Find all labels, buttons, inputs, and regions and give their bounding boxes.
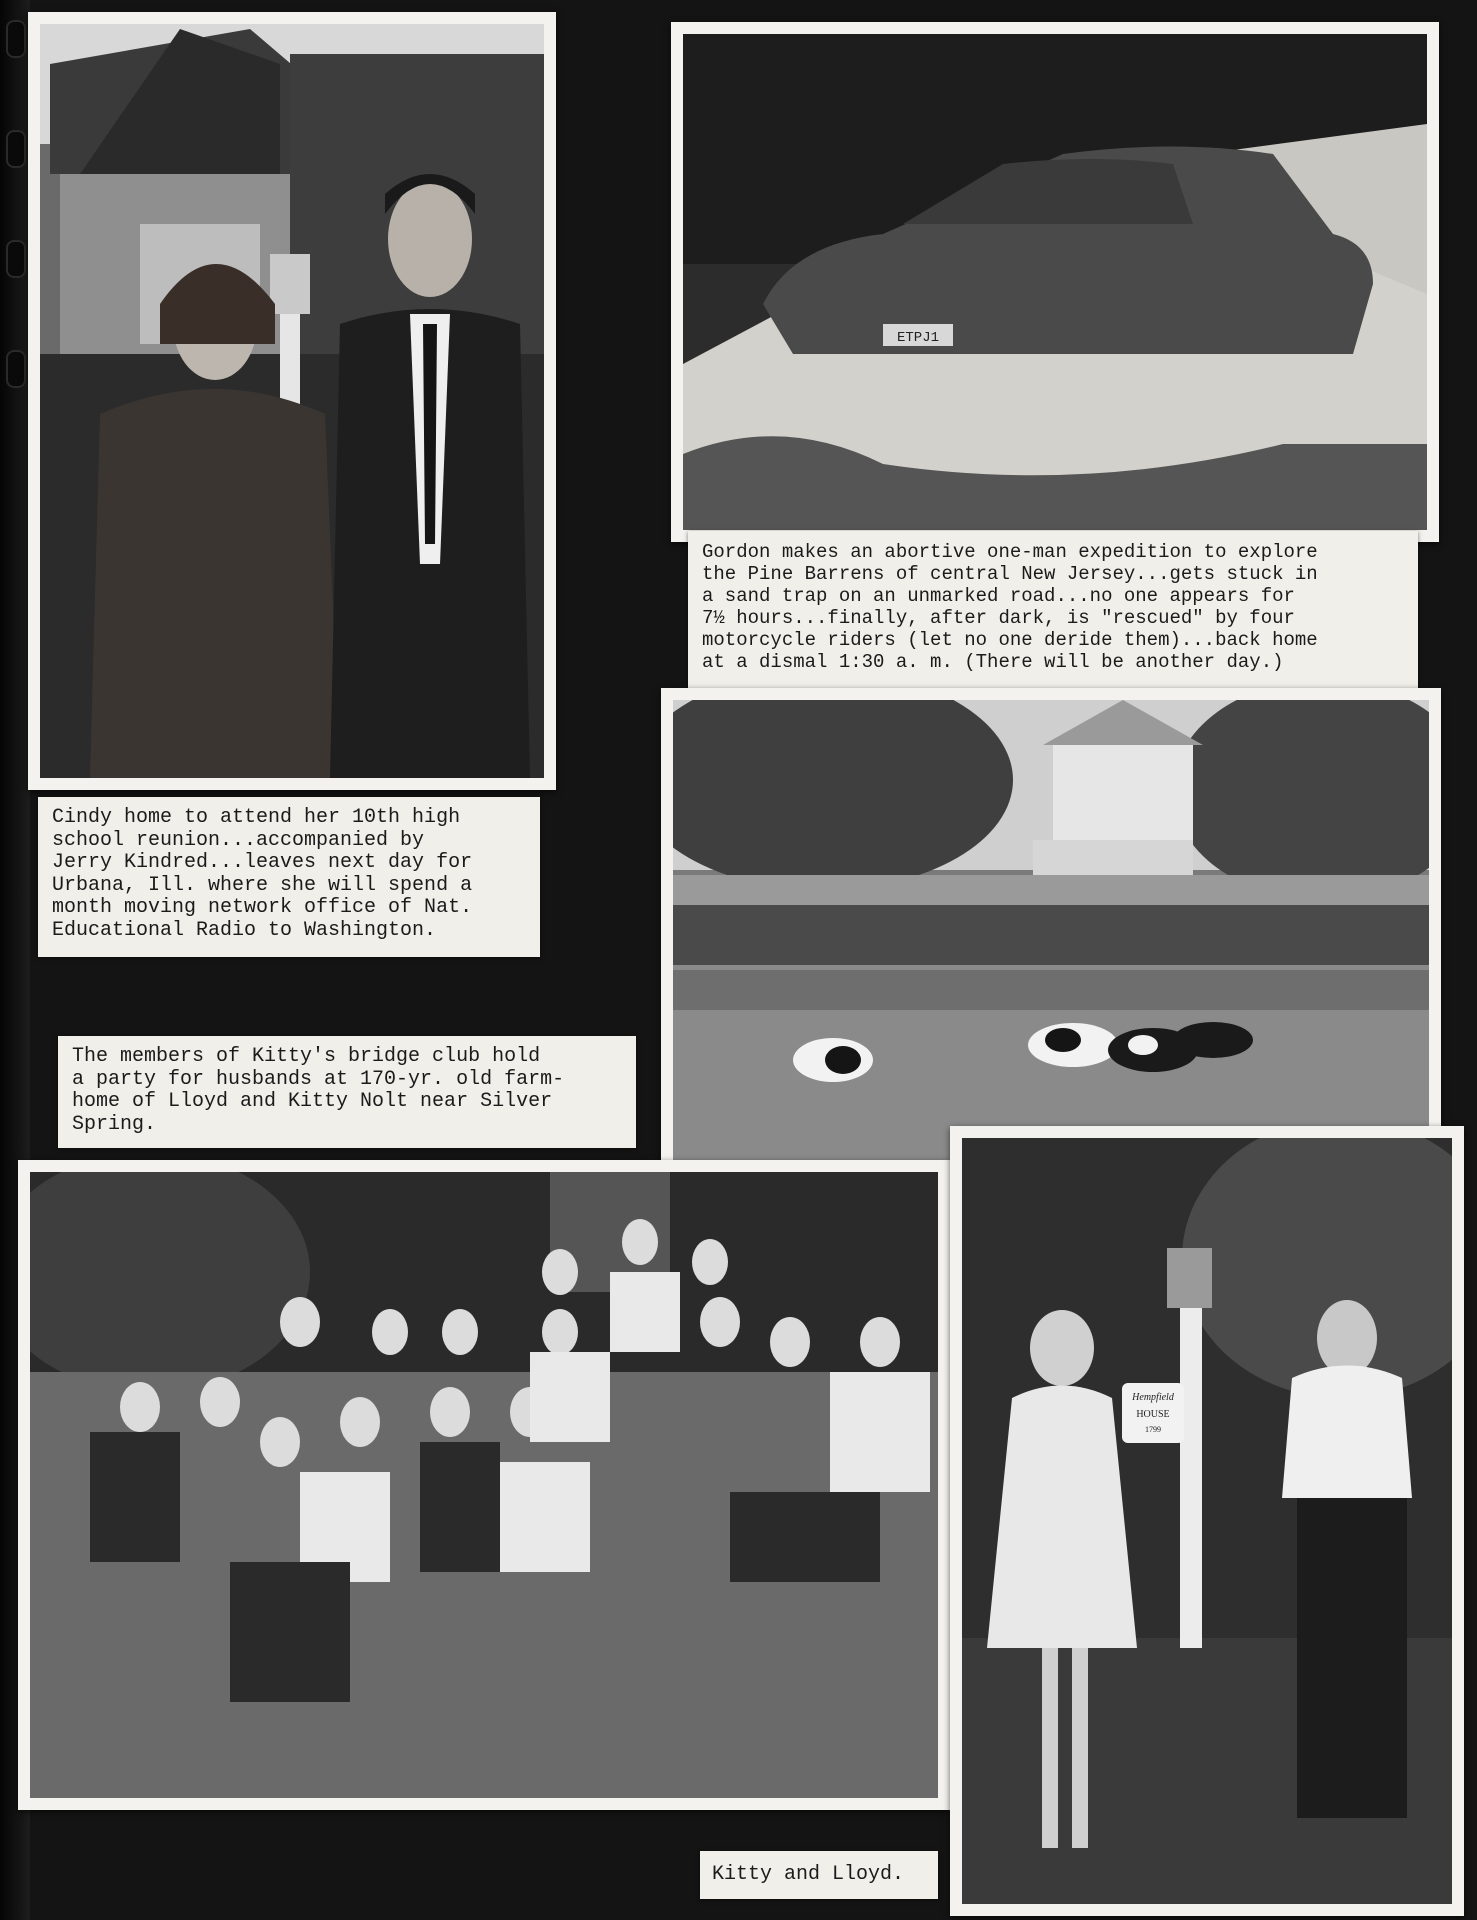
binding-ring: [6, 240, 26, 278]
sign-line2: HOUSE: [1136, 1409, 1170, 1420]
photo-farmhouse-cows: [661, 688, 1441, 1198]
photo-bridge-club-group: [18, 1160, 950, 1810]
photo-car-in-sand: [671, 22, 1439, 542]
sign-line3: 1799: [1145, 1425, 1161, 1434]
sign-line1: Hempfield: [1132, 1392, 1174, 1403]
caption-kitty-and-lloyd: Kitty and Lloyd.: [700, 1851, 938, 1899]
photo-kitty-and-lloyd: [950, 1126, 1464, 1916]
caption-bridge-club: The members of Kitty's bridge club hold a party for husbands at 170-yr. old farm- home of Lloyd and Kitty Nolt near Silver Spring.: [58, 1036, 636, 1148]
caption-gordon-expedition: Gordon makes an abortive one-man expedition to explore the Pine Barrens of central New Jersey...gets stuck in a sand trap on an unmarked road...no one appears for 7½ hours...finally, after dark, is "rescued" by four motorcycle riders (let no one deride them)...back home at a dismal 1:30 a. m. (There will be another day.): [688, 531, 1418, 689]
binding-ring: [6, 130, 26, 168]
caption-cindy-reunion: Cindy home to attend her 10th high school reunion...accompanied by Jerry Kindred...leaves next day for Urbana, Ill. where she will spend a month moving network office of Nat. Educational Radio to Washington.: [38, 797, 540, 957]
photo-cindy-and-jerry: [28, 12, 556, 790]
license-plate-text: ETPJ1: [896, 330, 940, 346]
binding-ring: [6, 350, 26, 388]
binding-ring: [6, 20, 26, 58]
